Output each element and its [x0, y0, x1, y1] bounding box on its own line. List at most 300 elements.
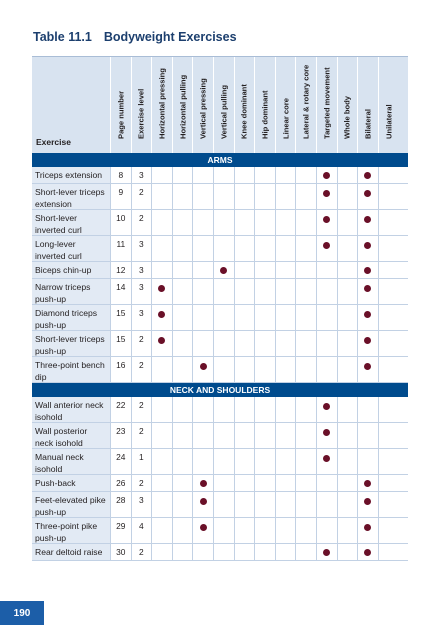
- table-cell: [295, 475, 316, 491]
- table-cell: [192, 397, 213, 422]
- table-cell: [213, 305, 234, 330]
- table-row: [32, 262, 408, 279]
- table-cell: [192, 518, 213, 543]
- table-cell: [213, 518, 234, 543]
- table-header: [32, 56, 408, 153]
- table-cell: 2: [131, 210, 152, 235]
- table-cell: 3: [131, 305, 152, 330]
- table-cell: [151, 305, 172, 330]
- check-dot: [364, 524, 371, 531]
- table-cell: [295, 357, 316, 382]
- table-cell: [275, 449, 296, 474]
- table-cell: [295, 184, 316, 209]
- table-cell: [234, 279, 255, 304]
- table-cell: [234, 236, 255, 261]
- table-cell: [234, 262, 255, 278]
- table-cell: [172, 475, 193, 491]
- table-cell: 3: [131, 167, 152, 183]
- table-cell: [192, 544, 213, 560]
- header-col-0: [110, 57, 131, 153]
- table-cell: [172, 357, 193, 382]
- table-cell: 3: [131, 262, 152, 278]
- table-cell: [213, 357, 234, 382]
- table-cell: [172, 305, 193, 330]
- table-cell: [192, 449, 213, 474]
- table-cell: [151, 262, 172, 278]
- table-cell: [378, 544, 399, 560]
- table-cell: 16: [110, 357, 131, 382]
- table-cell: [192, 167, 213, 183]
- table-cell: 24: [110, 449, 131, 474]
- table-cell: [295, 279, 316, 304]
- table-cell: [357, 544, 378, 560]
- exercise-name: Push-back: [32, 475, 110, 491]
- table-cell: [378, 492, 399, 517]
- table-cell: [295, 423, 316, 448]
- table-cell: [254, 305, 275, 330]
- table-cell: [378, 475, 399, 491]
- table-cell: [172, 210, 193, 235]
- table-cell: [337, 236, 358, 261]
- table-cell: [254, 397, 275, 422]
- table-cell: [275, 262, 296, 278]
- table-cell: [275, 397, 296, 422]
- exercise-name: Short-lever inverted curl: [32, 210, 110, 235]
- table-cell: [234, 331, 255, 356]
- table-cell: 23: [110, 423, 131, 448]
- table-cell: [234, 167, 255, 183]
- table-cell: [316, 262, 337, 278]
- table-cell: [151, 475, 172, 491]
- table-cell: [316, 236, 337, 261]
- table-cell: [192, 236, 213, 261]
- header-label: Exercise level: [136, 88, 146, 139]
- table-cell: [275, 210, 296, 235]
- exercise-name: Wall posterior neck isohold: [32, 423, 110, 448]
- table-cell: 3: [131, 236, 152, 261]
- table-cell: [357, 518, 378, 543]
- table-cell: [254, 262, 275, 278]
- check-dot: [323, 403, 330, 410]
- table-cell: [275, 475, 296, 491]
- table-row: [32, 210, 408, 236]
- table-cell: [357, 210, 378, 235]
- header-label: Horizontal pressing: [157, 68, 167, 139]
- table-cell: [295, 492, 316, 517]
- table-cell: [295, 305, 316, 330]
- table-cell: 10: [110, 210, 131, 235]
- exercise-name: Long-lever inverted curl: [32, 236, 110, 261]
- table-cell: [192, 357, 213, 382]
- table-cell: [316, 279, 337, 304]
- table-cell: [357, 357, 378, 382]
- table-cell: [295, 544, 316, 560]
- table-cell: [295, 210, 316, 235]
- table-cell: [337, 449, 358, 474]
- check-dot: [158, 285, 165, 292]
- header-label: Bilateral: [363, 109, 373, 139]
- header-label: Lateral & rotary core: [301, 64, 311, 139]
- table-cell: [234, 184, 255, 209]
- header-col-9: [295, 57, 316, 153]
- table-cell: 30: [110, 544, 131, 560]
- check-dot: [364, 363, 371, 370]
- header-col-3: [172, 57, 193, 153]
- table-row: [32, 357, 408, 383]
- table-cell: [234, 492, 255, 517]
- check-dot: [200, 363, 207, 370]
- table-cell: [357, 305, 378, 330]
- table-row: [32, 184, 408, 210]
- table-cell: [337, 167, 358, 183]
- table-cell: [234, 357, 255, 382]
- check-dot: [364, 549, 371, 556]
- table-cell: [234, 449, 255, 474]
- check-dot: [323, 455, 330, 462]
- table-cell: [275, 167, 296, 183]
- table-cell: [337, 357, 358, 382]
- table-cell: [192, 475, 213, 491]
- table-cell: [172, 184, 193, 209]
- table-row: [32, 423, 408, 449]
- table-cell: 14: [110, 279, 131, 304]
- table-cell: [378, 236, 399, 261]
- table-cell: [357, 331, 378, 356]
- check-dot: [323, 549, 330, 556]
- table-cell: [295, 236, 316, 261]
- table-cell: [254, 449, 275, 474]
- table-cell: [316, 210, 337, 235]
- header-col-10: [316, 57, 337, 153]
- table-cell: [337, 518, 358, 543]
- table-cell: [254, 167, 275, 183]
- table-cell: [275, 518, 296, 543]
- table-cell: 2: [131, 544, 152, 560]
- table-cell: [192, 305, 213, 330]
- table-cell: [275, 305, 296, 330]
- table-cell: [357, 475, 378, 491]
- table-cell: [378, 518, 399, 543]
- table-cell: [275, 184, 296, 209]
- table-cell: [275, 492, 296, 517]
- table-cell: [357, 397, 378, 422]
- table-cell: [254, 331, 275, 356]
- table-title: [33, 30, 237, 44]
- table-row: [32, 236, 408, 262]
- check-dot: [158, 311, 165, 318]
- table-cell: [337, 331, 358, 356]
- table-cell: [234, 210, 255, 235]
- table-cell: [254, 475, 275, 491]
- table-cell: [254, 279, 275, 304]
- table-cell: [337, 475, 358, 491]
- table-number: Table 11.1: [33, 30, 92, 44]
- table-cell: [357, 236, 378, 261]
- table-cell: [378, 167, 399, 183]
- table-cell: 28: [110, 492, 131, 517]
- header-col-2: [151, 57, 172, 153]
- table-cell: [337, 492, 358, 517]
- table-cell: [295, 167, 316, 183]
- table-cell: [295, 397, 316, 422]
- table-cell: [192, 262, 213, 278]
- table-cell: [151, 544, 172, 560]
- table-cell: [172, 167, 193, 183]
- table-cell: 4: [131, 518, 152, 543]
- table-cell: [316, 397, 337, 422]
- exercise-name: Triceps extension: [32, 167, 110, 183]
- table-cell: [295, 449, 316, 474]
- check-dot: [364, 285, 371, 292]
- exercise-name: Short-lever triceps push-up: [32, 331, 110, 356]
- header-label: Horizontal pulling: [178, 74, 188, 139]
- table-cell: 2: [131, 331, 152, 356]
- check-dot: [158, 337, 165, 344]
- table-cell: [213, 331, 234, 356]
- table-cell: [213, 475, 234, 491]
- table-cell: 2: [131, 475, 152, 491]
- exercise-name: Three-point pike push-up: [32, 518, 110, 543]
- table-cell: [172, 492, 193, 517]
- header-col-4: [192, 57, 213, 153]
- table-cell: [378, 357, 399, 382]
- table-cell: [213, 262, 234, 278]
- check-dot: [364, 242, 371, 249]
- check-dot: [323, 429, 330, 436]
- table-cell: 2: [131, 184, 152, 209]
- table-cell: 2: [131, 357, 152, 382]
- table-cell: [254, 357, 275, 382]
- table-cell: [295, 262, 316, 278]
- header-label: Unilateral: [384, 104, 394, 139]
- header-label: Page number: [116, 90, 126, 139]
- table-cell: [192, 492, 213, 517]
- table-cell: [234, 518, 255, 543]
- table-row: [32, 331, 408, 357]
- table-cell: 3: [131, 279, 152, 304]
- table-cell: [357, 492, 378, 517]
- header-col-8: [275, 57, 296, 153]
- table-cell: [151, 236, 172, 261]
- table-cell: 15: [110, 305, 131, 330]
- table-cell: [337, 210, 358, 235]
- header-label: Hip dominant: [260, 90, 270, 139]
- table-cell: [254, 518, 275, 543]
- table-cell: [172, 518, 193, 543]
- table-cell: [316, 492, 337, 517]
- header-label: Vertical pulling: [219, 84, 229, 139]
- table-cell: [213, 397, 234, 422]
- header-col-6: [234, 57, 255, 153]
- table-cell: [213, 423, 234, 448]
- check-dot: [200, 480, 207, 487]
- table-cell: [337, 423, 358, 448]
- table-row: [32, 397, 408, 423]
- table-cell: [151, 397, 172, 422]
- table-title-text: Bodyweight Exercises: [103, 30, 237, 44]
- table-row: [32, 449, 408, 475]
- table-cell: [172, 544, 193, 560]
- table-cell: [192, 210, 213, 235]
- table-cell: [151, 210, 172, 235]
- table-cell: [254, 184, 275, 209]
- section-header: NECK AND SHOULDERS: [32, 383, 408, 397]
- exercise-name: Feet-elevated pike push-up: [32, 492, 110, 517]
- check-dot: [200, 498, 207, 505]
- table-cell: [316, 449, 337, 474]
- table-cell: [254, 210, 275, 235]
- table-cell: [275, 331, 296, 356]
- exercise-name: Three-point bench dip: [32, 357, 110, 382]
- page-number: 190: [0, 601, 44, 625]
- table-cell: [316, 357, 337, 382]
- table-cell: [316, 423, 337, 448]
- check-dot: [323, 172, 330, 179]
- check-dot: [323, 190, 330, 197]
- header-label: Targeted movement: [322, 67, 332, 139]
- table-cell: 12: [110, 262, 131, 278]
- table-cell: [275, 236, 296, 261]
- exercise-name: Narrow triceps push-up: [32, 279, 110, 304]
- header-label: Whole body: [342, 95, 352, 139]
- table-cell: 22: [110, 397, 131, 422]
- table-cell: [378, 423, 399, 448]
- header-col-7: [254, 57, 275, 153]
- header-col-1: [131, 57, 152, 153]
- exercise-name: Manual neck isohold: [32, 449, 110, 474]
- table-cell: [378, 331, 399, 356]
- table-cell: [337, 305, 358, 330]
- table-cell: [151, 423, 172, 448]
- table-cell: [295, 331, 316, 356]
- table-cell: [172, 397, 193, 422]
- table-cell: [275, 544, 296, 560]
- table-cell: [316, 518, 337, 543]
- table-cell: [234, 397, 255, 422]
- exercise-name: Wall anterior neck isohold: [32, 397, 110, 422]
- table-cell: [316, 331, 337, 356]
- table-cell: [378, 184, 399, 209]
- table-cell: [192, 279, 213, 304]
- table-cell: [234, 305, 255, 330]
- check-dot: [364, 480, 371, 487]
- table-cell: [378, 305, 399, 330]
- check-dot: [364, 190, 371, 197]
- table-cell: [213, 184, 234, 209]
- table-cell: [192, 331, 213, 356]
- table-cell: [151, 331, 172, 356]
- check-dot: [200, 524, 207, 531]
- table-cell: [151, 167, 172, 183]
- table-cell: [213, 210, 234, 235]
- table-cell: [337, 262, 358, 278]
- table-cell: [275, 423, 296, 448]
- table-cell: [213, 279, 234, 304]
- check-dot: [364, 311, 371, 318]
- header-label: Linear core: [281, 98, 291, 139]
- table-row: [32, 544, 408, 561]
- table-cell: [213, 492, 234, 517]
- table-cell: 1: [131, 449, 152, 474]
- table-cell: [337, 184, 358, 209]
- exercise-name: Biceps chin-up: [32, 262, 110, 278]
- table-cell: [254, 492, 275, 517]
- table-cell: [357, 262, 378, 278]
- exercise-name: Rear deltoid raise: [32, 544, 110, 560]
- table-cell: [151, 492, 172, 517]
- table-cell: 29: [110, 518, 131, 543]
- check-dot: [323, 216, 330, 223]
- check-dot: [220, 267, 227, 274]
- check-dot: [364, 216, 371, 223]
- table-cell: [378, 397, 399, 422]
- table-cell: [316, 167, 337, 183]
- table-cell: [254, 423, 275, 448]
- table-cell: [316, 305, 337, 330]
- table-cell: [213, 236, 234, 261]
- table-cell: [357, 184, 378, 209]
- table-cell: [357, 279, 378, 304]
- table-cell: [234, 423, 255, 448]
- table-cell: [213, 449, 234, 474]
- table-cell: [172, 449, 193, 474]
- table-cell: 2: [131, 397, 152, 422]
- table-row: [32, 518, 408, 544]
- table-cell: [192, 184, 213, 209]
- table-cell: [316, 475, 337, 491]
- table-cell: [337, 544, 358, 560]
- table-cell: [316, 184, 337, 209]
- table-cell: [378, 449, 399, 474]
- table-cell: [357, 449, 378, 474]
- table-cell: [275, 357, 296, 382]
- header-label: Vertical pressing: [198, 78, 208, 139]
- table-cell: [234, 544, 255, 560]
- table-row: [32, 305, 408, 331]
- table-row: [32, 475, 408, 492]
- check-dot: [364, 337, 371, 344]
- table-cell: 26: [110, 475, 131, 491]
- table-row: [32, 167, 408, 184]
- exercise-name: Diamond triceps push-up: [32, 305, 110, 330]
- table-cell: 3: [131, 492, 152, 517]
- check-dot: [364, 267, 371, 274]
- table-cell: [295, 518, 316, 543]
- table-cell: [316, 544, 337, 560]
- table-cell: [234, 475, 255, 491]
- table-cell: [357, 423, 378, 448]
- table-cell: [378, 279, 399, 304]
- table-cell: 11: [110, 236, 131, 261]
- table-cell: [172, 423, 193, 448]
- table-cell: [254, 544, 275, 560]
- table-cell: [357, 167, 378, 183]
- table-cell: [172, 279, 193, 304]
- header-col-11: [337, 57, 358, 153]
- table-cell: 2: [131, 423, 152, 448]
- table-cell: [378, 262, 399, 278]
- header-label: Knee dominant: [239, 84, 249, 139]
- table-cell: [172, 262, 193, 278]
- exercise-name: Short-lever triceps extension: [32, 184, 110, 209]
- table-cell: [337, 397, 358, 422]
- table-cell: [378, 210, 399, 235]
- exercise-table: [32, 56, 408, 561]
- table-cell: [254, 236, 275, 261]
- table-cell: 9: [110, 184, 131, 209]
- table-cell: 15: [110, 331, 131, 356]
- header-col-12: [357, 57, 378, 153]
